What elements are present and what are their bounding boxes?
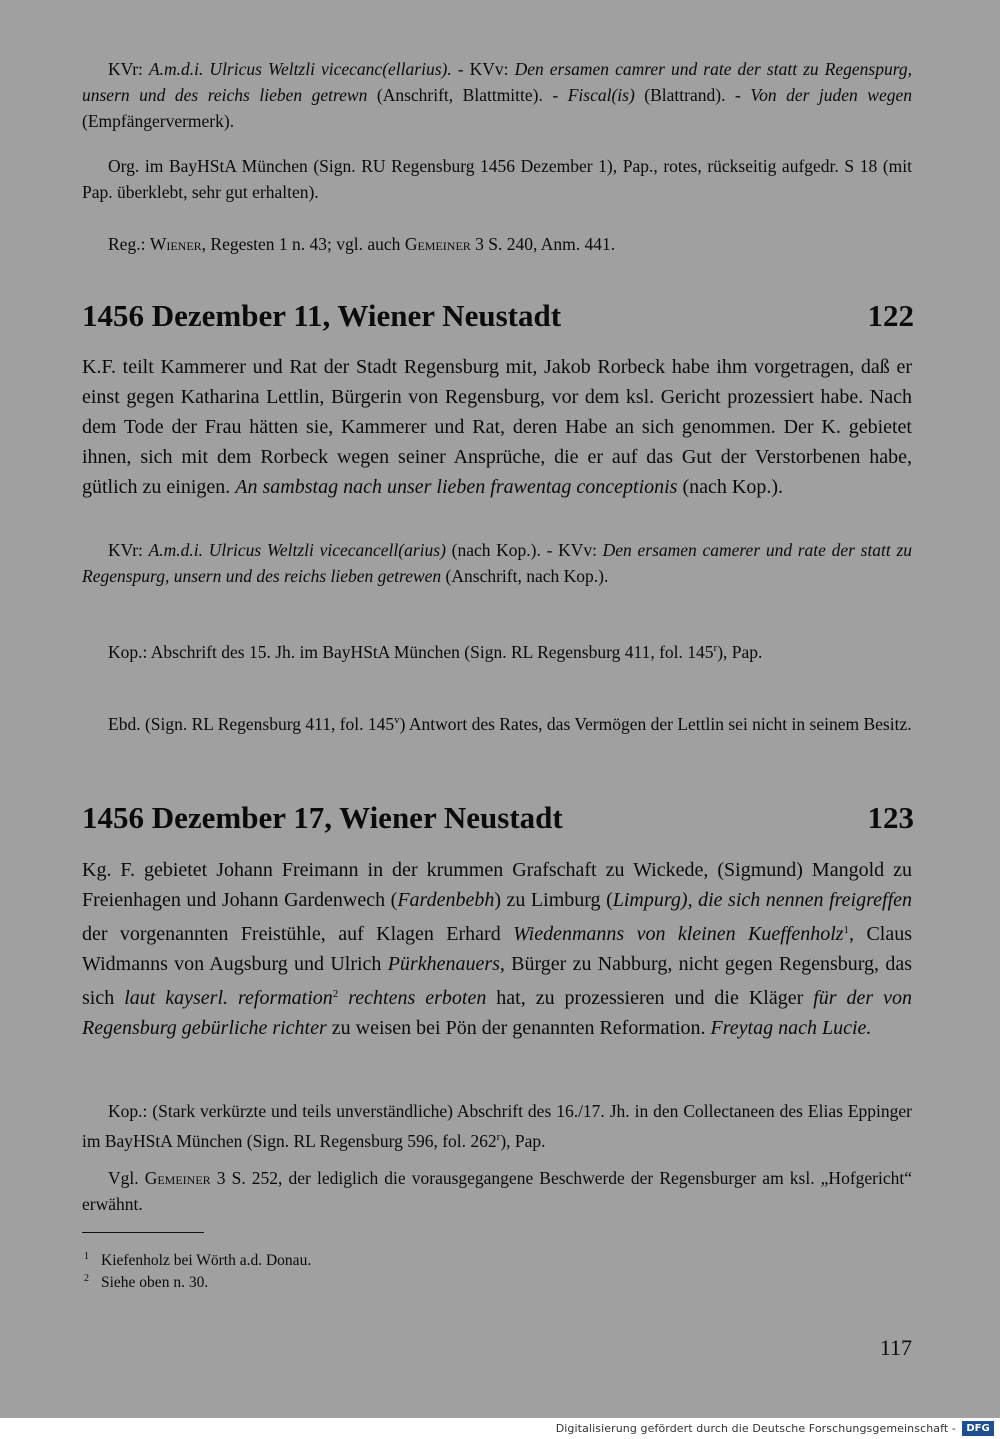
entry-number: 122	[867, 298, 914, 333]
footnote-divider	[82, 1232, 204, 1233]
footer-text: Digitalisierung gefördert durch die Deutsche Forschungsgemeinschaft -	[555, 1422, 956, 1435]
kvr-note-top: KVr: A.m.d.i. Ulricus Weltzli vicecanc(ellarius). - KVv: Den ersamen camrer und rate der statt zu Regenspurg, unsern und des reichs lieben getrewn (Anschrift, Blattmitte). - Fiscal(is) (Blattrand). - Von der juden wegen (Empfängervermerk).	[82, 59, 913, 131]
footnote-ref-2: 2	[332, 988, 339, 1000]
reg-note-top: Reg.: Wiener, Regesten 1 n. 43; vgl. auch Gemeiner 3 S. 240, Anm. 441.	[108, 234, 616, 254]
entry-heading-122	[82, 296, 914, 336]
footnote-1: $^1$ Kiefenholz bei Wörth a.d. Donau.	[84, 1251, 312, 1269]
footnote-2: $^2$ Siehe oben n. 30.	[84, 1273, 209, 1291]
org-note-top: Org. im BayHStA München (Sign. RU Regensburg 1456 Dezember 1), Pap., rotes, rückseitig aufgedr. S 18 (mit Pap. überklebt, sehr gut erhalten).	[82, 156, 912, 202]
ebd-note-122: Ebd. (Sign. RL Regensburg 411, fol. 145$^v$) Antwort des Rates, das Vermögen der Lettlin sei nicht in seinem Besitz.	[108, 714, 912, 734]
vgl-note-123: Vgl. Gemeiner 3 S. 252, der lediglich die vorausgegangene Beschwerde der Regensburger am ksl. „Hofgericht“ erwähnt.	[82, 1168, 912, 1214]
kop-note-123: Kop.: (Stark verkürzte und teils unverständliche) Abschrift des 16./17. Jh. in den Collectaneen des Elias Eppinger im BayHStA München (Sign. RL Regensburg 596, fol. 262$^r$), Pap.	[82, 1101, 912, 1151]
entry-number: 123	[867, 800, 914, 835]
entry-date-place: 1456 Dezember 17, Wiener Neustadt	[82, 800, 563, 835]
kop-note-122: Kop.: Abschrift des 15. Jh. im BayHStA München (Sign. RL Regensburg 411, fol. 145$^r$), Pap.	[108, 642, 763, 662]
digitization-footer	[0, 1418, 1000, 1439]
entry-date-place: 1456 Dezember 11, Wiener Neustadt	[82, 298, 562, 333]
regest-text-122: K.F. teilt Kammerer und Rat der Stadt Regensburg mit, Jakob Rorbeck habe ihm vorgetragen, daß er einst gegen Katharina Lettlin, Bürgerin von Regensburg, vor dem ksl. Gericht prozessiert habe. Nach dem Tode der Frau hätten sie, Kammerer und Rat, deren Habe an sich genommen. Der K. gebietet ihnen, sich mit dem Rorbeck wegen seiner Ansprüche, die er auf das Gut der Verstorbenen habe, gütlich zu einigen. An sambstag nach unser lieben frawentag conceptionis (nach Kop.).	[82, 356, 912, 498]
page-number: 117	[879, 1335, 912, 1360]
kvr-note-122: KVr: A.m.d.i. Ulricus Weltzli vicecancell(arius) (nach Kop.). - KVv: Den ersamen camerer und rate der statt zu Regenspurg, unsern und des reichs lieben getrewen (Anschrift, nach Kop.).	[82, 540, 913, 586]
dfg-logo: DFG	[962, 1421, 994, 1436]
entry-heading-123	[82, 798, 914, 838]
footnote-ref-1: 1	[843, 924, 850, 936]
regest-text-123: Kg. F. gebietet Johann Freimann in der krummen Grafschaft zu Wickede, (Sigmund) Mangold zu Freienhagen und Johann Gardenwech (Fardenbebh) zu Limburg (Limpurg), die sich nennen freigreffen der vorgenannten Freistühle, auf Klagen Erhard Wiedenmanns von kleinen Kueffenholz$^1$, Claus Widmanns von Augsburg und Ulrich Pürkhenauers, Bürger zu Nabburg, nicht gegen Regensburg, das sich laut kayserl. reformation$^2$ rechtens erboten hat, zu prozessieren und die Kläger für der von Regensburg gebürliche richter zu weisen bei Pön der genannten Reformation. Freytag nach Lucie.	[82, 859, 913, 1039]
